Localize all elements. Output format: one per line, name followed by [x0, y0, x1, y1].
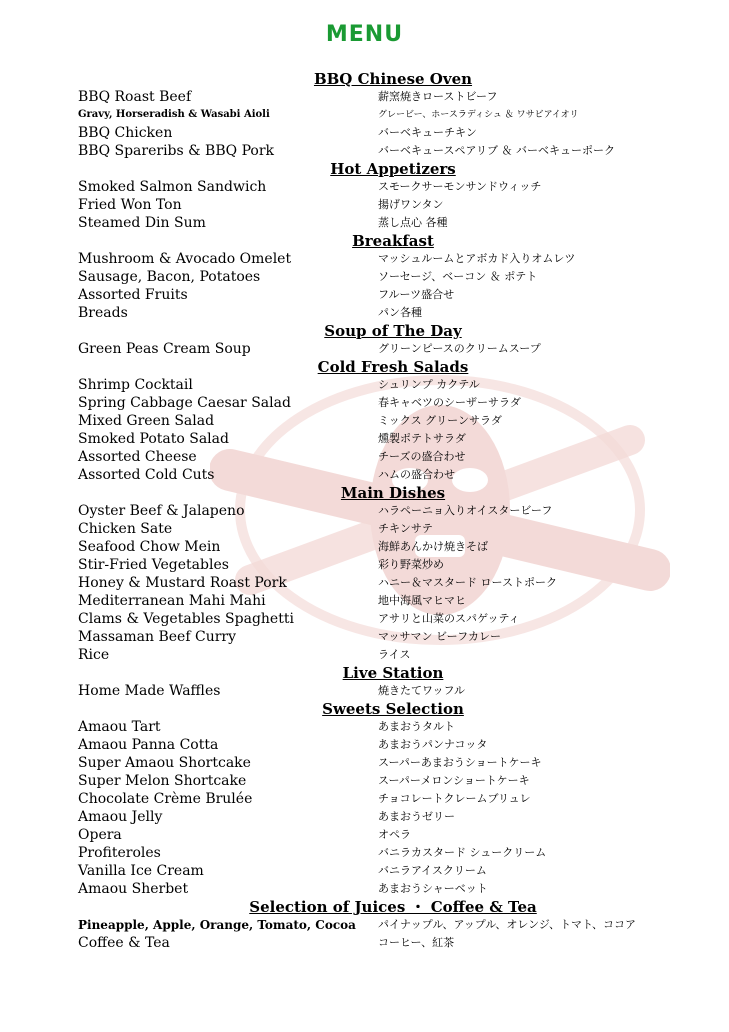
item-name-en: Clams & Vegetables Spaghetti	[78, 611, 294, 627]
item-name-en: BBQ Chicken	[78, 125, 173, 141]
menu-item	[78, 502, 678, 520]
item-name-en: Smoked Salmon Sandwich	[78, 179, 267, 195]
menu-item	[78, 916, 678, 934]
item-name-ja: チーズの盛合わせ	[378, 450, 466, 463]
menu-item	[78, 340, 678, 358]
menu-item	[78, 430, 678, 448]
menu-item	[78, 376, 678, 394]
menu-item	[78, 610, 678, 628]
item-name-ja: 蒸し点心 各種	[378, 216, 448, 229]
item-name-ja: 彩り野菜炒め	[378, 558, 444, 571]
item-name-en: Stir-Fried Vegetables	[78, 557, 229, 573]
menu-item	[78, 574, 678, 592]
item-name-en: Massaman Beef Curry	[78, 629, 236, 645]
item-name-en: Pineapple, Apple, Orange, Tomato, Cocoa	[78, 918, 356, 932]
menu-item	[78, 808, 678, 826]
item-name-ja: あまおうパンナコッタ	[378, 738, 488, 751]
item-name-ja: シュリンプ カクテル	[378, 378, 480, 391]
menu-item	[78, 304, 678, 322]
item-name-ja: アサリと山菜のスパゲッティ	[378, 612, 520, 625]
item-name-ja: 燻製ポテトサラダ	[378, 432, 466, 445]
item-name-en: BBQ Spareribs & BBQ Pork	[78, 143, 275, 159]
item-name-en: Amaou Tart	[78, 719, 161, 735]
item-name-ja: あまおうゼリー	[378, 810, 455, 823]
section-title: Hot Appetizers	[330, 160, 456, 178]
item-name-en: Chicken Sate	[78, 521, 173, 537]
menu-item	[78, 682, 678, 700]
menu-item	[78, 178, 678, 196]
item-name-en: Amaou Sherbet	[78, 881, 189, 897]
item-name-en: Spring Cabbage Caesar Salad	[78, 395, 291, 411]
menu-title: MENU	[325, 22, 404, 47]
menu-item	[78, 88, 678, 106]
menu-item	[78, 826, 678, 844]
item-name-en: Breads	[78, 305, 128, 321]
menu-item	[78, 862, 678, 880]
item-name-en: BBQ Roast Beef	[78, 89, 192, 105]
item-name-en: Sausage, Bacon, Potatoes	[78, 269, 261, 285]
menu-item	[78, 646, 678, 664]
item-name-en: Chocolate Crème Brulée	[78, 791, 253, 807]
item-name-en: Amaou Jelly	[78, 809, 163, 825]
item-name-ja: ハニー＆マスタード ローストポーク	[378, 576, 557, 589]
item-name-ja: ミックス グリーンサラダ	[378, 414, 502, 427]
item-name-ja: グレービー、ホースラディシュ ＆ ワサビアイオリ	[378, 110, 579, 120]
item-name-en: Vanilla Ice Cream	[78, 863, 204, 879]
menu-item	[78, 520, 678, 538]
item-name-ja: パイナップル、アップル、オレンジ、トマト、ココア	[378, 918, 636, 931]
item-name-ja: あまおうシャーベット	[378, 882, 488, 895]
item-name-ja: 春キャベツのシーザーサラダ	[378, 396, 521, 409]
menu-item	[78, 790, 678, 808]
item-name-en: Oyster Beef & Jalapeno	[78, 503, 245, 519]
menu-item	[78, 196, 678, 214]
item-name-ja: スーパーメロンショートケーキ	[378, 774, 530, 787]
item-name-ja: フルーツ盛合せ	[378, 288, 455, 301]
item-name-en: Seafood Chow Mein	[78, 539, 221, 555]
menu-item	[78, 142, 678, 160]
section-title: Selection of Juices ・ Coffee & Tea	[249, 898, 537, 916]
item-name-en: Assorted Cold Cuts	[78, 467, 215, 483]
menu-item	[78, 448, 678, 466]
menu-item	[78, 394, 678, 412]
menu-item	[78, 466, 678, 484]
item-name-ja: スモークサーモンサンドウィッチ	[378, 180, 542, 193]
menu-item	[78, 556, 678, 574]
item-name-ja: チキンサテ	[378, 522, 433, 535]
menu-item	[78, 124, 678, 142]
item-name-en: Home Made Waffles	[78, 683, 221, 699]
item-name-ja: グリーンピースのクリームスープ	[378, 342, 541, 355]
menu-item	[78, 538, 678, 556]
item-name-ja: あまおうタルト	[378, 720, 455, 733]
item-name-en: Assorted Cheese	[78, 449, 197, 465]
menu-item	[78, 106, 678, 124]
item-name-ja: コーヒー、紅茶	[378, 936, 455, 949]
menu-item	[78, 934, 678, 952]
item-name-ja: バーベキュースペアリブ ＆ バーベキューポーク	[378, 144, 616, 157]
item-name-en: Gravy, Horseradish & Wasabi Aioli	[78, 109, 270, 120]
item-name-ja: オペラ	[378, 828, 411, 841]
item-name-ja: スーパーあまおうショートケーキ	[378, 756, 542, 769]
menu-item	[78, 772, 678, 790]
section-title: Cold Fresh Salads	[317, 358, 469, 376]
item-name-en: Opera	[78, 827, 122, 843]
item-name-en: Mixed Green Salad	[78, 413, 215, 429]
item-name-en: Mediterranean Mahi Mahi	[78, 593, 266, 609]
item-name-en: Rice	[78, 647, 110, 663]
item-name-ja: ハラペーニョ入りオイスタービーフ	[378, 504, 553, 517]
item-name-ja: パン各種	[378, 306, 422, 319]
section-title: Main Dishes	[340, 484, 446, 502]
item-name-en: Profiteroles	[78, 845, 161, 861]
item-name-ja: マッサマン ビーフカレー	[378, 630, 501, 643]
item-name-en: Super Amaou Shortcake	[78, 755, 251, 771]
item-name-ja: 薪窯焼きローストビーフ	[378, 90, 498, 103]
menu-item	[78, 880, 678, 898]
item-name-ja: 地中海風マヒマヒ	[378, 594, 466, 607]
item-name-en: Shrimp Cocktail	[78, 377, 193, 393]
item-name-ja: ハムの盛合わせ	[378, 468, 455, 481]
item-name-en: Smoked Potato Salad	[78, 431, 229, 447]
item-name-en: Super Melon Shortcake	[78, 773, 247, 789]
item-name-ja: 揚げワンタン	[378, 198, 444, 211]
item-name-en: Honey & Mustard Roast Pork	[78, 575, 287, 591]
menu-item	[78, 412, 678, 430]
menu-item	[78, 250, 678, 268]
item-name-ja: バーベキューチキン	[378, 126, 477, 139]
item-name-en: Mushroom & Avocado Omelet	[78, 251, 292, 267]
item-name-en: Fried Won Ton	[78, 197, 182, 213]
menu-item	[78, 268, 678, 286]
section-title: Sweets Selection	[322, 700, 464, 718]
item-name-en: Amaou Panna Cotta	[78, 737, 219, 753]
item-name-en: Steamed Din Sum	[78, 215, 206, 231]
item-name-ja: ソーセージ、ベーコン ＆ ポテト	[378, 270, 538, 283]
item-name-en: Coffee & Tea	[78, 935, 170, 951]
section-title: Live Station	[342, 664, 444, 682]
menu-item	[78, 736, 678, 754]
menu-content	[78, 70, 678, 952]
item-name-ja: ライス	[378, 648, 411, 661]
item-name-ja: バニラカスタード シュークリーム	[378, 846, 547, 859]
item-name-ja: 焼きたてワッフル	[378, 684, 466, 697]
item-name-en: Assorted Fruits	[78, 287, 188, 303]
item-name-ja: チョコレートクレームブリュレ	[378, 792, 531, 805]
menu-item	[78, 286, 678, 304]
section-title: BBQ Chinese Oven	[313, 70, 473, 88]
menu-item	[78, 214, 678, 232]
section-title: Breakfast	[352, 232, 434, 250]
menu-item	[78, 592, 678, 610]
item-name-ja: マッシュルームとアボカド入りオムレツ	[378, 252, 576, 265]
menu-item	[78, 754, 678, 772]
menu-item	[78, 628, 678, 646]
item-name-ja: バニラアイスクリーム	[378, 864, 487, 877]
menu-item	[78, 844, 678, 862]
item-name-ja: 海鮮あんかけ焼きそば	[378, 540, 488, 553]
section-title: Soup of The Day	[324, 322, 462, 340]
item-name-en: Green Peas Cream Soup	[78, 341, 251, 357]
menu-item	[78, 718, 678, 736]
